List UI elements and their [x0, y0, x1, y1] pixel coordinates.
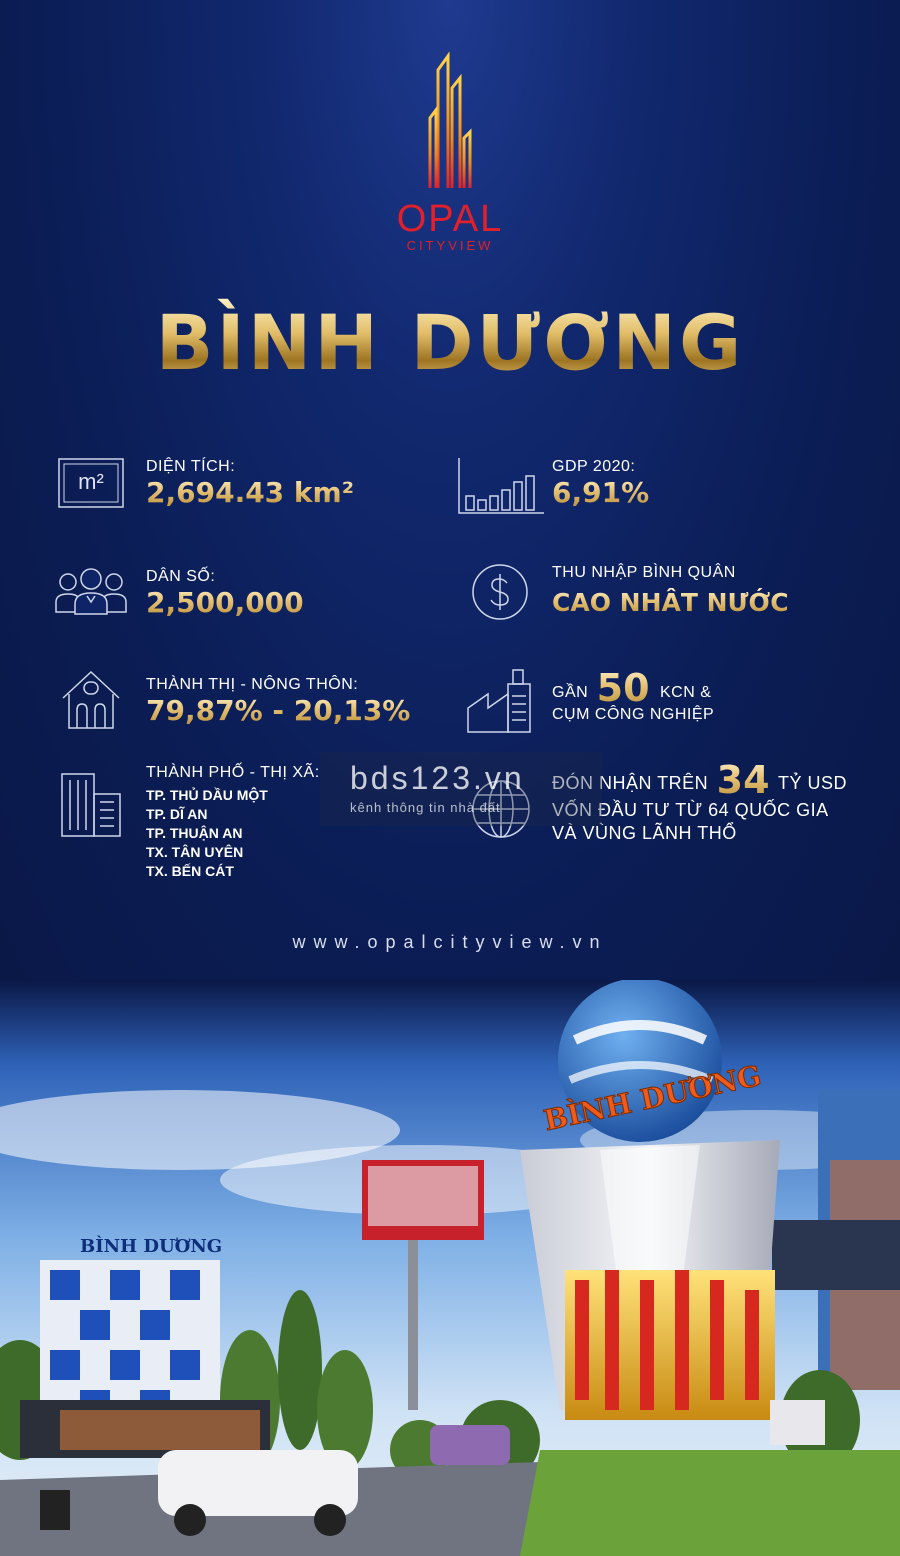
industry-suffix: KCN &: [659, 684, 712, 701]
watermark-sub: kênh thông tin nhà đất: [350, 800, 501, 815]
area-label: DIỆN TÍCH:: [146, 458, 236, 475]
city-photo: [0, 980, 900, 1556]
industry-line2: CỤM CÔNG NGHIỆP: [552, 706, 715, 723]
factory-icon: [466, 668, 532, 734]
investment-suffix: TỶ USD: [777, 773, 847, 793]
dollar-coin-icon: [470, 562, 530, 622]
income-value: CAO NHẤT NƯỚC: [552, 588, 789, 617]
industry-prefix: GẦN: [552, 684, 589, 701]
urban-value: 79,87% - 20,13%: [146, 694, 411, 727]
people-group-icon: [54, 566, 128, 616]
stat-population: [146, 568, 304, 619]
gdp-label: GDP 2020:: [552, 458, 636, 475]
list-item: TX. BẾN CÁT: [146, 863, 234, 879]
industry-number: 50: [596, 666, 650, 710]
list-item: TP. DĨ AN: [146, 806, 208, 822]
list-item: TP. THỦ DẦU MỘT: [146, 787, 268, 803]
list-item: TX. TÂN UYÊN: [146, 844, 244, 860]
cities-label: THÀNH PHỐ - THỊ XÃ:: [146, 764, 320, 781]
globe-sign-text: BÌNH DƯƠNG: [540, 1058, 765, 1138]
watermark-main: bds123.vn: [350, 760, 525, 796]
investment-line2: VỐN ĐẦU TƯ TỪ 64 QUỐC GIA: [552, 800, 829, 820]
gdp-value: 6,91%: [552, 476, 650, 509]
watermark: [320, 752, 602, 826]
investment-number: 34: [716, 758, 770, 802]
urban-label: THÀNH THỊ - NÔNG THÔN:: [146, 676, 359, 693]
stat-income: [552, 564, 789, 617]
population-value: 2,500,000: [146, 586, 304, 619]
page-title: BÌNH DƯƠNG: [0, 298, 900, 387]
investment-line3: VÀ VÙNG LÃNH THỔ: [552, 823, 737, 843]
cities-list: [146, 786, 320, 881]
income-label: THU NHẬP BÌNH QUÂN: [552, 564, 736, 581]
stat-area: [146, 458, 354, 509]
stat-gdp: [552, 458, 649, 509]
building-sign-text: BÌNH DƯƠNG: [80, 1236, 223, 1257]
house-icon: [60, 668, 122, 730]
population-label: DÂN SỐ:: [146, 568, 216, 585]
brand-name: OPAL: [396, 198, 504, 240]
area-value: 2,694.43 km²: [146, 476, 354, 509]
investment-prefix: ĐÓN NHẬN TRÊN: [552, 773, 709, 793]
bar-chart-icon: [456, 456, 546, 516]
list-item: TP. THUẬN AN: [146, 825, 243, 841]
stat-cities: [146, 764, 320, 881]
website-url: www.opalcityview.vn: [292, 932, 608, 952]
city-buildings-icon: [60, 772, 124, 838]
area-m2-icon: [58, 458, 124, 508]
stat-urban-rural: [146, 676, 410, 727]
brand-sub: CITYVIEW: [406, 238, 494, 253]
stat-industry: [552, 666, 714, 724]
area-icon-text: m²: [78, 469, 104, 494]
